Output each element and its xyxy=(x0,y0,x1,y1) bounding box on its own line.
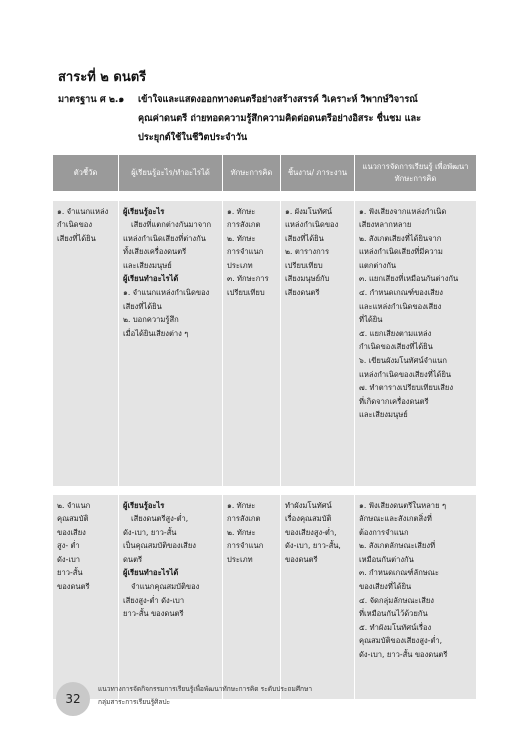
cell-line: ดัง-เบา xyxy=(57,554,81,564)
cell-line: ๔. จัดกลุ่มลักษณะเสียง xyxy=(359,595,434,605)
cell-line: กำเนิดของเสียงที่ได้ยิน xyxy=(359,342,433,352)
cell-line: ๒. สังเกตเสียงที่ได้ยินจาก xyxy=(359,233,442,243)
table-row xyxy=(53,495,477,699)
learning-cell xyxy=(119,495,223,699)
cell-line: การจำแนก xyxy=(227,247,264,257)
header-indicator: ตัวชี้วัด xyxy=(53,155,119,192)
work-cell xyxy=(281,201,355,486)
cell-line: ของเสียงที่ได้ยิน xyxy=(359,582,412,592)
cell-line: เสียงที่ได้ยิน xyxy=(123,301,162,311)
cell-line: ยาว-สั้น ของดนตรี xyxy=(123,609,184,619)
cell-line: คุณสมบัติ xyxy=(57,514,89,524)
cell-line: ๑. จำแนกแหล่ง xyxy=(57,206,109,216)
cell-line: เสียงที่แตกต่างกันมาจาก xyxy=(131,220,212,230)
page-number: 32 xyxy=(56,682,90,716)
approach-cell xyxy=(355,495,477,699)
cell-line: ๕. ทำผังมโนทัศน์เรื่อง xyxy=(359,622,432,632)
learning-cell xyxy=(119,201,223,486)
cell-line: เสียงดนตรีสูง-ต่ำ, xyxy=(131,514,189,524)
header-work: ชิ้นงาน/ ภาระงาน xyxy=(281,155,355,192)
cell-line: ประเภท xyxy=(227,554,253,564)
cell-line: ๒. ทักษะ xyxy=(227,233,256,243)
cell-line: ทำผังมโนทัศน์ xyxy=(285,500,332,510)
cell-line: การสังเกต xyxy=(227,514,261,524)
table-row xyxy=(53,201,477,486)
cell-line: ๗. ทำตารางเปรียบเทียบเสียง xyxy=(359,383,454,393)
cell-line: แหล่งกำเนิดของเสียงที่ได้ยิน xyxy=(359,369,452,379)
cell-line: ๓. กำหนดเกณฑ์ลักษณะ xyxy=(359,568,439,578)
indicator-cell xyxy=(53,495,119,699)
cell-line: ๓. ทักษะการ xyxy=(227,274,269,284)
cell-line: ของเสียงสูง-ต่ำ, xyxy=(285,527,337,537)
table-header-row xyxy=(53,155,477,192)
do-text xyxy=(123,286,219,340)
cell-line: ๓. แยกเสียงที่เหมือนกันต่างกัน xyxy=(359,274,459,284)
cell-line: เป็นคุณสมบัติของเสียง xyxy=(123,541,196,551)
cell-line: ๒. สังเกตลักษณะเสียงที่ xyxy=(359,541,436,551)
know-text xyxy=(123,512,219,566)
cell-line: เมื่อได้ยินเสียงต่าง ๆ xyxy=(123,328,189,338)
cell-line: เหมือนกันต่างกัน xyxy=(359,554,414,564)
standard-line-3: ประยุกต์ใช้ในชีวิตประจำวัน xyxy=(138,132,248,143)
cell-line: ดนตรี xyxy=(123,554,143,564)
cell-line: การจำแนก xyxy=(227,541,264,551)
cell-line: เสียงมนุษย์กับ xyxy=(285,274,330,284)
cell-line: ที่เกิดจากเครื่องดนตรี xyxy=(359,396,429,406)
cell-line: เสียงที่ได้ยิน xyxy=(57,233,96,243)
cell-line: ๔. กำหนดเกณฑ์ของเสียง xyxy=(359,288,443,298)
header-approach: แนวการจัดการเรียนรู้ เพื่อพัฒนาทักษะการคิด xyxy=(355,155,477,192)
skills-cell xyxy=(223,495,281,699)
row-gap xyxy=(53,486,477,495)
indicator-cell xyxy=(53,201,119,486)
skills-cell xyxy=(223,201,281,486)
cell-line: ดัง-เบา, ยาว-สั้น xyxy=(123,527,177,537)
cell-line: การสังเกต xyxy=(227,220,261,230)
know-heading: ผู้เรียนรู้อะไร xyxy=(123,500,165,510)
cell-line: ดัง-เบา, ยาว-สั้น, xyxy=(285,541,341,551)
cell-line: สูง- ต่ำ xyxy=(57,541,80,551)
cell-line: ลักษณะและสังเกตสิ่งที่ xyxy=(359,514,432,524)
cell-line: เปรียบเทียบ xyxy=(285,260,323,270)
do-text xyxy=(123,580,219,621)
do-heading: ผู้เรียนทำอะไรได้ xyxy=(123,274,179,284)
cell-line: เปรียบเทียบ xyxy=(227,288,265,298)
standard-code: มาตรฐาน ศ ๒.๑ xyxy=(58,94,125,105)
cell-line: แหล่งกำเนิดของ xyxy=(285,220,339,230)
cell-line: เรื่องคุณสมบัติ xyxy=(285,514,332,524)
cell-line: ๑. ทักษะ xyxy=(227,206,256,216)
cell-line: ๖. เขียนผังมโนทัศน์จำแนก xyxy=(359,356,447,366)
cell-line: เสียงสูง-ต่ำ ดัง-เบา xyxy=(123,595,185,605)
cell-line: และเสียงมนุษย์ xyxy=(123,260,172,270)
cell-line: แตกต่างกัน xyxy=(359,260,397,270)
work-cell xyxy=(281,495,355,699)
header-thinking-skill: ทักษะการคิด xyxy=(223,155,281,192)
cell-line: และเสียงมนุษย์ xyxy=(359,410,408,420)
learning-standard xyxy=(58,90,478,147)
cell-line: เสียงที่ได้ยิน xyxy=(285,233,324,243)
cell-line: ยาว-สั้น xyxy=(57,568,83,578)
cell-line: จำแนกคุณสมบัติของ xyxy=(131,582,200,592)
header-learning: ผู้เรียนรู้อะไร/ทำอะไรได้ xyxy=(119,155,223,192)
row-gap xyxy=(53,192,477,201)
curriculum-table xyxy=(52,154,477,699)
cell-line: ดัง-เบา, ยาว-สั้น ของดนตรี xyxy=(359,650,448,660)
standard-line-1: เข้าใจและแสดงออกทางดนตรีอย่างสร้างสรรค์ วิเคราะห์ วิพากษ์วิจารณ์ xyxy=(138,94,418,105)
cell-line: ๒. ทักษะ xyxy=(227,527,256,537)
approach-cell xyxy=(355,201,477,486)
standard-line-2: คุณค่าดนตรี ถ่ายทอดความรู้สึกความคิดต่อดนตรีอย่างอิสระ ชื่นชม และ xyxy=(138,113,422,124)
cell-line: ๑. ฟังเสียงจากแหล่งกำเนิด xyxy=(359,206,447,216)
footer-line-2: กลุ่มสาระการเรียนรู้ศิลปะ xyxy=(98,698,171,706)
cell-line: ที่ได้ยิน xyxy=(359,315,383,325)
cell-line: ๑. ฟังเสียงดนตรีในหลาย ๆ xyxy=(359,500,447,510)
cell-line: ๒. จำแนก xyxy=(57,500,91,510)
cell-line: ๑. ทักษะ xyxy=(227,500,256,510)
cell-line: ๒. ตารางการ xyxy=(285,247,330,257)
cell-line: แหล่งกำเนิดเสียงที่ต่างกัน xyxy=(123,233,206,243)
cell-line: ทั้งเสียงเครื่องดนตรี xyxy=(123,247,187,257)
cell-line: กำเนิดของ xyxy=(57,220,93,230)
do-heading: ผู้เรียนทำอะไรได้ xyxy=(123,568,179,578)
cell-line: ๒. บอกความรู้สึก xyxy=(123,315,179,325)
cell-line: ที่เหมือนกันไว้ด้วยกัน xyxy=(359,609,428,619)
cell-line: ต้องการจำแนก xyxy=(359,527,409,537)
subject-title: สาระที่ ๒ ดนตรี xyxy=(58,70,147,85)
cell-line: ประเภท xyxy=(227,260,253,270)
cell-line: และแหล่งกำเนิดของเสียง xyxy=(359,301,442,311)
cell-line: ๑. จำแนกแหล่งกำเนิดของ xyxy=(123,288,210,298)
cell-line: เสียงหลากหลาย xyxy=(359,220,412,230)
cell-line: ของดนตรี xyxy=(57,582,90,592)
cell-line: เสียงดนตรี xyxy=(285,288,320,298)
cell-line: แหล่งกำเนิดเสียงที่มีความ xyxy=(359,247,443,257)
know-heading: ผู้เรียนรู้อะไร xyxy=(123,206,165,216)
cell-line: ของเสียง xyxy=(57,527,86,537)
page-footer xyxy=(98,683,458,709)
cell-line: ของดนตรี xyxy=(285,554,318,564)
footer-line-1: แนวทางการจัดกิจกรรมการเรียนรู้เพื่อพัฒนาทักษะการคิด ระดับประถมศึกษา xyxy=(98,685,313,693)
cell-line: ๕. แยกเสียงตามแหล่ง xyxy=(359,328,432,338)
cell-line: ๑. ผังมโนทัศน์ xyxy=(285,206,333,216)
cell-line: คุณสมบัติของเสียงสูง-ต่ำ, xyxy=(359,636,443,646)
know-text xyxy=(123,218,219,272)
